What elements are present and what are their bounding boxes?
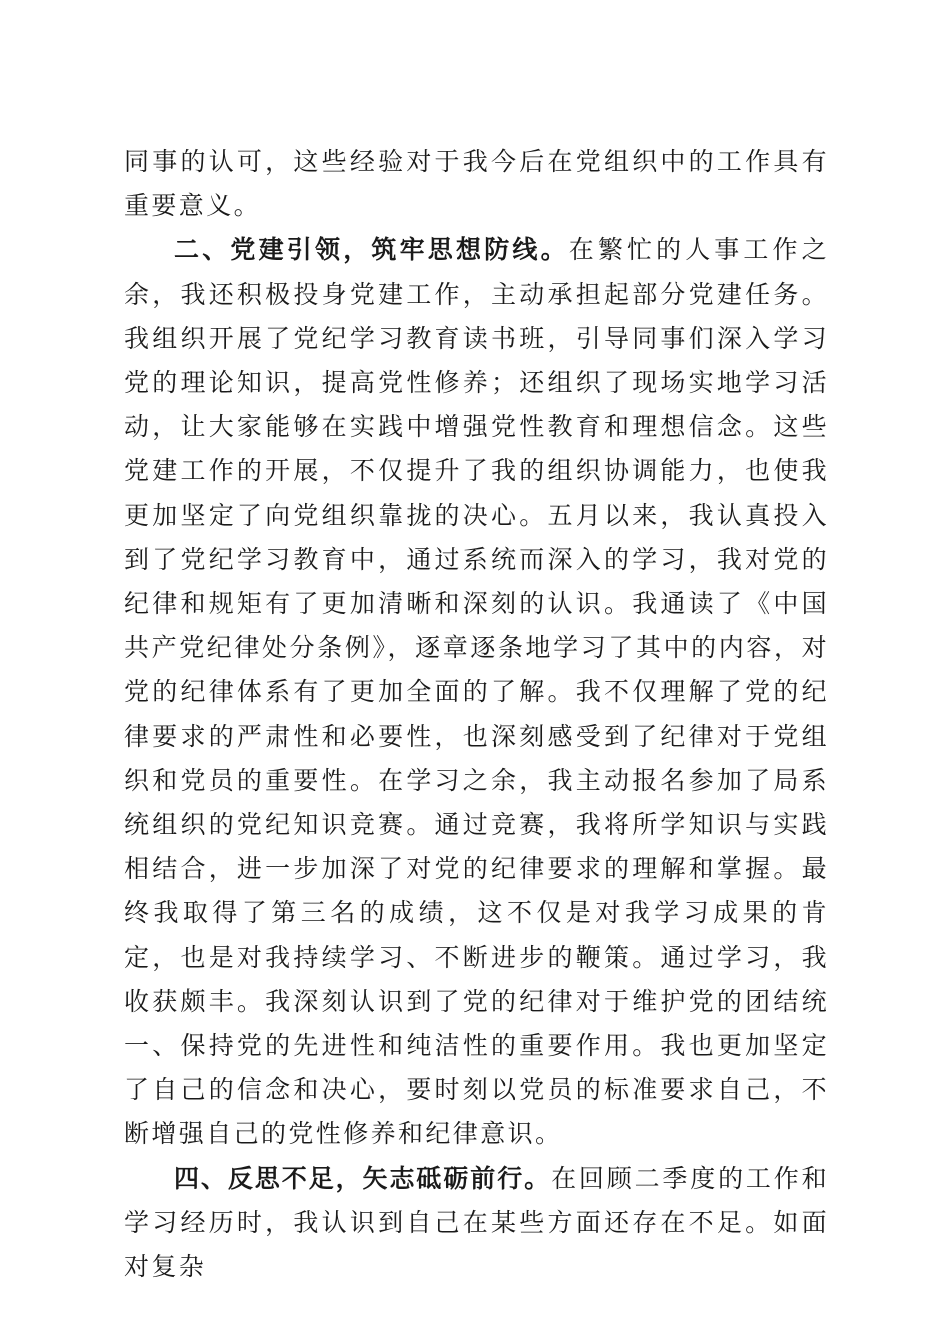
paragraph-continuation [124,140,829,228]
section-heading-party-building: 二、党建引领，筑牢思想防线。 [174,235,569,265]
section-heading-reflection: 四、反思不足，矢志砥砺前行。 [174,1163,552,1193]
paragraph-text: 同事的认可，这些经验对于我今后在党组织中的工作具有重要意义。 [124,147,829,221]
paragraph-text: 在回顾二季度的工作和学习经历时，我认识到自己在某些方面还存在不足。如面对复杂 [124,1163,829,1282]
document-body [124,140,829,1289]
paragraph-reflection [124,1157,829,1290]
paragraph-party-building [124,228,829,1156]
paragraph-text: 在繁忙的人事工作之余，我还积极投身党建工作，主动承担起部分党建任务。我组织开展了党纪学习教育读书班，引导同事们深入学习党的理论知识，提高党性修养；还组织了现场实地学习活动，让大家能够在实践中增强党性教育和理想信念。这些党建工作的开展，不仅提升了我的组织协调能力，也使我更加坚定了向党组织靠拢的决心。五月以来，我认真投入到了党纪学习教育中，通过系统而深入的学习，我对党的纪律和规矩有了更加清晰和深刻的认识。我通读了《中国共产党纪律处分条例》，逐章逐条地学习了其中的内容，对党的纪律体系有了更加全面的了解。我不仅理解了党的纪律要求的严肃性和必要性，也深刻感受到了纪律对于党组织和党员的重要性。在学习之余，我主动报名参加了局系统组织的党纪知识竞赛。通过竞赛，我将所学知识与实践相结合，进一步加深了对党的纪律要求的理解和掌握。最终我取得了第三名的成绩，这不仅是对我学习成果的肯定，也是对我持续学习、不断进步的鞭策。通过学习，我收获颇丰。我深刻认识到了党的纪律对于维护党的团结统一、保持党的先进性和纯洁性的重要作用。我也更加坚定了自己的信念和决心，要时刻以党员的标准要求自己，不断增强自己的党性修养和纪律意识。 [124,235,829,1149]
